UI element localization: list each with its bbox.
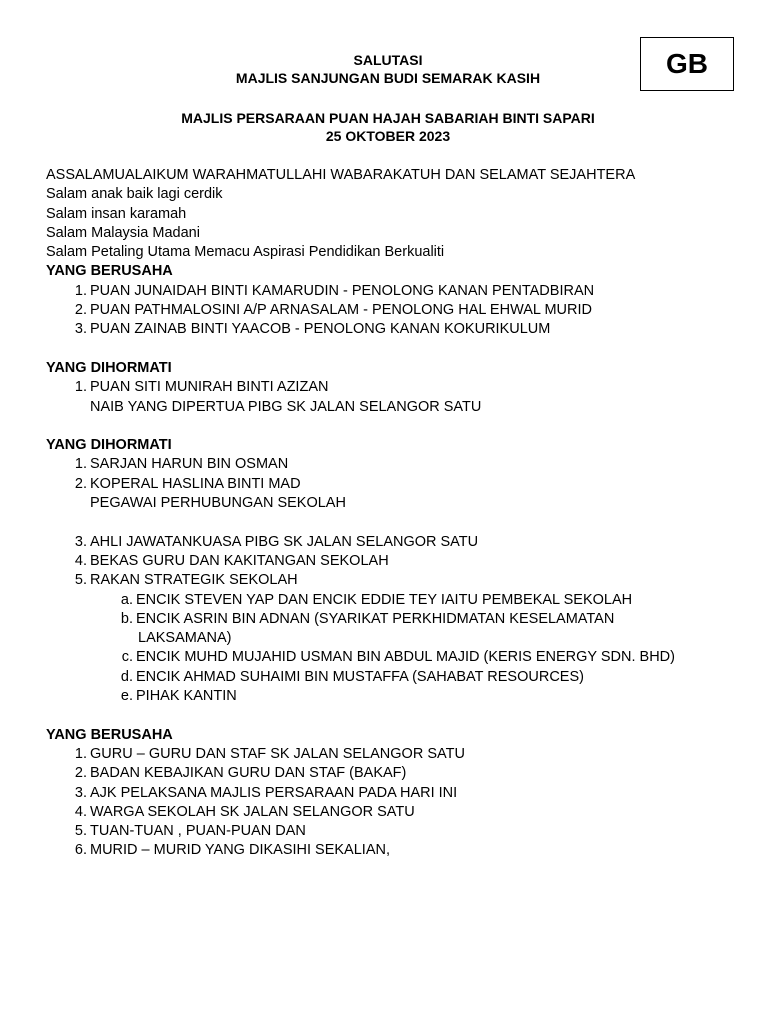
list-continuation: NAIB YANG DIPERTUA PIBG SK JALAN SELANGOR SATU <box>90 398 482 415</box>
greeting-line: Salam insan karamah <box>46 205 187 222</box>
list-number: 2. <box>74 475 87 492</box>
event-header <box>0 109 768 145</box>
list-number: 3. <box>74 321 87 338</box>
list-text: PUAN PATHMALOSINI A/P ARNASALAM - PENOLONG HAL EHWAL MURID <box>90 302 592 319</box>
list-number: 1. <box>74 456 87 473</box>
list-item <box>46 320 746 339</box>
list-item <box>46 282 746 301</box>
sub-list-text: PIHAK KANTIN <box>136 688 237 705</box>
list-text: MURID – MURID YANG DIKASIHI SEKALIAN, <box>90 842 390 859</box>
header-line-2: MAJLIS SANJUNGAN BUDI SEMARAK KASIH <box>235 70 541 86</box>
list-item <box>46 533 746 552</box>
document-header <box>0 51 768 87</box>
greeting-line: Salam anak baik lagi cerdik <box>46 186 223 203</box>
list-text: WARGA SEKOLAH SK JALAN SELANGOR SATU <box>90 803 415 820</box>
gb-badge: GB <box>640 37 734 91</box>
list-number: 6. <box>74 842 87 859</box>
list-number: 3. <box>74 533 87 550</box>
list-text: PUAN ZAINAB BINTI YAACOB - PENOLONG KANAN KOKURIKULUM <box>90 321 551 338</box>
section-heading: YANG DIHORMATI <box>46 359 172 376</box>
list-item <box>46 745 746 764</box>
greeting-line: Salam Petaling Utama Memacu Aspirasi Pendidikan Berkualiti <box>46 244 445 261</box>
document-body <box>46 166 746 861</box>
list-number: 2. <box>74 302 87 319</box>
list-item <box>46 764 746 783</box>
list-number: 1. <box>74 379 87 396</box>
list-number: 3. <box>74 784 87 801</box>
list-number: 2. <box>74 765 87 782</box>
list-number: 4. <box>74 552 87 569</box>
sub-list-letter: a. <box>120 591 133 608</box>
list-number: 5. <box>74 823 87 840</box>
sub-list-text: ENCIK STEVEN YAP DAN ENCIK EDDIE TEY IAITU PEMBEKAL SEKOLAH <box>136 591 633 608</box>
sub-list-text: ENCIK ASRIN BIN ADNAN (SYARIKAT PERKHIDMATAN KESELAMATAN <box>136 610 615 627</box>
list-item <box>46 571 746 590</box>
sub-list-letter: b. <box>120 610 133 627</box>
header-line-3: MAJLIS PERSARAAN PUAN HAJAH SABARIAH BINTI SAPARI <box>181 110 595 126</box>
list-item <box>46 841 746 860</box>
list-item <box>46 455 746 474</box>
list-text: AHLI JAWATANKUASA PIBG SK JALAN SELANGOR SATU <box>90 533 479 550</box>
sub-list-text: ENCIK AHMAD SUHAIMI BIN MUSTAFFA (SAHABAT RESOURCES) <box>136 668 584 685</box>
list-text: BEKAS GURU DAN KAKITANGAN SEKOLAH <box>90 552 389 569</box>
sub-list-item <box>46 648 746 667</box>
list-item <box>46 378 746 397</box>
list-text: SARJAN HARUN BIN OSMAN <box>90 456 289 473</box>
list-item <box>46 301 746 320</box>
list-number: 5. <box>74 572 87 589</box>
section-heading: YANG BERUSAHA <box>46 726 173 743</box>
header-line-4: 25 OKTOBER 2023 <box>325 128 451 144</box>
list-item <box>46 475 746 494</box>
list-text: KOPERAL HASLINA BINTI MAD <box>90 475 301 492</box>
header-line-1: SALUTASI <box>353 52 423 68</box>
list-text: BADAN KEBAJIKAN GURU DAN STAF (BAKAF) <box>90 765 407 782</box>
sub-list-continuation: LAKSAMANA) <box>138 630 232 647</box>
sub-list-letter: d. <box>120 668 133 685</box>
list-item <box>46 784 746 803</box>
list-text: TUAN-TUAN , PUAN-PUAN DAN <box>90 823 306 840</box>
sub-list-text: ENCIK MUHD MUJAHID USMAN BIN ABDUL MAJID (KERIS ENERGY SDN. BHD) <box>136 649 675 666</box>
list-text: PUAN SITI MUNIRAH BINTI AZIZAN <box>90 379 329 396</box>
section-heading: YANG DIHORMATI <box>46 437 172 454</box>
sub-list-letter: c. <box>121 649 133 666</box>
greeting-line: Salam Malaysia Madani <box>46 224 200 241</box>
list-text: RAKAN STRATEGIK SEKOLAH <box>90 572 298 589</box>
greeting-line: ASSALAMUALAIKUM WARAHMATULLAHI WABARAKATUH DAN SELAMAT SEJAHTERA <box>46 167 636 183</box>
list-item <box>46 822 746 841</box>
list-text: PUAN JUNAIDAH BINTI KAMARUDIN - PENOLONG KANAN PENTADBIRAN <box>90 282 595 299</box>
sub-list-item <box>46 610 746 629</box>
sub-list-item <box>46 591 746 610</box>
list-text: AJK PELAKSANA MAJLIS PERSARAAN PADA HARI INI <box>90 784 458 801</box>
sub-list-item <box>46 687 746 706</box>
list-number: 1. <box>74 745 87 762</box>
list-text: GURU – GURU DAN STAF SK JALAN SELANGOR SATU <box>90 745 465 762</box>
list-number: 4. <box>74 803 87 820</box>
list-item <box>46 552 746 571</box>
list-item <box>46 803 746 822</box>
sub-list-letter: e. <box>120 688 133 705</box>
list-continuation: PEGAWAI PERHUBUNGAN SEKOLAH <box>90 495 346 512</box>
sub-list-item <box>46 668 746 687</box>
list-number: 1. <box>74 282 87 299</box>
section-heading: YANG BERUSAHA <box>46 263 173 280</box>
